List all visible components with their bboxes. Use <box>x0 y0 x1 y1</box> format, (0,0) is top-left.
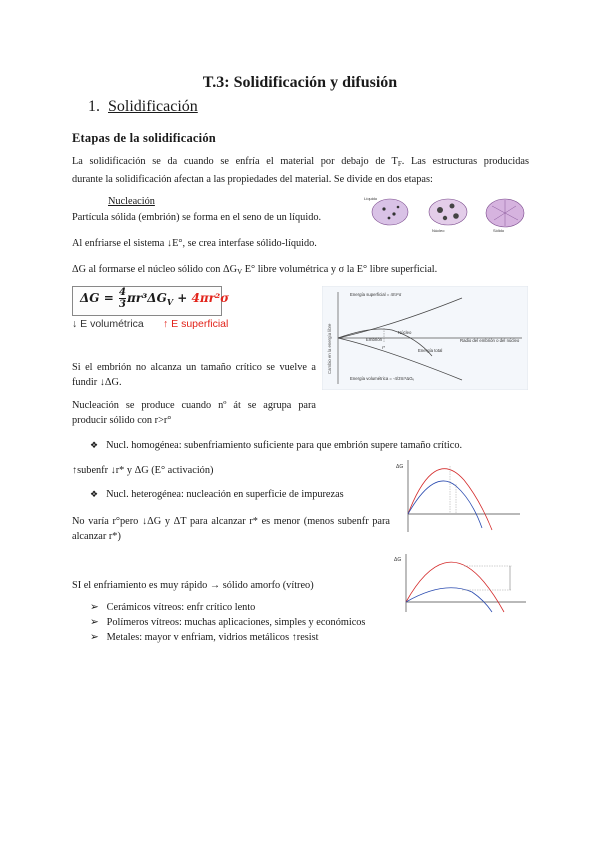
arrow-bullet-icon: ➢ <box>90 617 99 628</box>
formula-label-superficial: ↑ E superficial <box>163 318 229 330</box>
formula-term-volume: πr³ΔG <box>126 291 167 305</box>
paragraph-nucleacion <box>72 398 316 428</box>
energy-label-surface: Energía superficial = 4πr²σ <box>350 292 402 297</box>
solid-blob <box>486 199 524 227</box>
formula-term-surface: 4πr²σ <box>191 291 230 305</box>
formula-plus: + <box>173 291 192 305</box>
homogenea-text: Nucl. homogénea: subenfriamiento suficiente para que embrión supere tamaño crítico. <box>106 440 463 451</box>
fraction-numerator: 4 <box>118 287 126 298</box>
paragraph-novaria <box>72 514 390 544</box>
dg-plot-1 <box>394 456 524 536</box>
critico-line-1: Si el embrión no alcanza un tamaño crítico se vuelve a <box>72 362 316 373</box>
bullet-heterogenea <box>90 489 344 500</box>
liquid-blob <box>372 199 408 225</box>
fig-label-liquido: Líquido <box>364 196 378 201</box>
energy-radius-figure <box>322 286 528 390</box>
formula-term-sub: V <box>166 297 174 307</box>
dg-text-a: ΔG al formarse el núcleo sólido con ΔG <box>72 264 238 275</box>
nucl-line-2: producir sólido con r>r° <box>72 415 172 426</box>
section-heading <box>88 98 198 116</box>
arrow-bullet-icon: ➢ <box>90 632 99 643</box>
paragraph-critico <box>72 360 316 390</box>
intro-text-end: . Las estructuras producidas <box>401 156 529 167</box>
page-title: T.3: Solidificación y difusión <box>202 74 398 91</box>
fig-label-solido: Sólido <box>493 228 505 233</box>
list-item <box>90 615 365 630</box>
intro-text: La solidificación se da cuando se enfría el material por debajo de T <box>72 156 398 167</box>
nucl-line-1: Nucleación se produce cuando nº át se agrupa para <box>72 400 316 411</box>
dg-subscript: V <box>237 268 243 276</box>
paragraph-enfriarse: Al enfriarse el sistema ↓E°, se crea interfase sólido-líquido. <box>72 238 317 249</box>
dg2-curve-blue <box>406 588 492 612</box>
nucleation-figure <box>360 192 530 234</box>
paragraph-embrion: Partícula sólida (embrión) se forma en el seno de un líquido. <box>72 212 322 223</box>
dg2-curve-red <box>406 562 504 612</box>
formula <box>80 287 229 310</box>
dg2-ylabel: ΔG <box>394 557 402 563</box>
list-item-text: Polímeros vítreos: muchas aplicaciones, simples y económicos <box>106 617 366 628</box>
energy-label-total: Energía total <box>418 348 443 353</box>
nucleacion-heading: Nucleación <box>108 196 155 207</box>
nucleus-blob <box>429 199 467 225</box>
list-item <box>90 600 365 615</box>
amorfo-list <box>90 600 365 645</box>
list-item <box>90 630 365 645</box>
section-label: Solidificación <box>108 98 198 115</box>
dg-curve-blue <box>408 481 482 528</box>
subsection-heading: Etapas de la solidificación <box>72 131 216 145</box>
heterogenea-text: Nucl. heterogénea: nucleación en superficie de impurezas <box>106 489 344 500</box>
paragraph-subenfr: ↑subenfr ↓r* y ΔG (E° activación) <box>72 465 214 476</box>
dg1-ylabel: ΔG <box>396 464 404 470</box>
energy-label-nucleo: Núcleo <box>398 330 412 335</box>
energy-ylabel: Cambio en la energía libre <box>327 323 332 374</box>
energy-label-volum: Energía volumétrica = -4/3πr³ΔGᵥ <box>350 376 414 381</box>
bullet-homogenea <box>90 440 462 451</box>
formula-label-volumetrica: ↓ E volumétrica <box>72 318 144 330</box>
intro-subscript: F <box>397 160 402 168</box>
fraction-denominator: 3 <box>118 299 126 310</box>
paragraph-rapido: SI el enfriamiento es muy rápido → sólido amorfo (vítreo) <box>72 580 314 591</box>
paragraph-delta-g <box>72 262 437 280</box>
novaria-line-1: No varía r°pero ↓ΔG y ΔT para alcanzar r* es menor (menos subenfr para <box>72 516 390 527</box>
diamond-bullet-icon: ❖ <box>90 440 99 450</box>
dg-text-b: E° libre volumétrica y σ la E° libre superficial. <box>242 264 438 275</box>
critico-line-2: fundir ↓ΔG. <box>72 377 122 388</box>
list-item-text: Metales: mayor v enfriam, vidrios metálicos ↑resist <box>106 632 319 643</box>
novaria-line-2: alcanzar r*) <box>72 531 121 542</box>
section-number: 1. <box>88 98 100 115</box>
arrow-bullet-icon: ➢ <box>90 602 99 613</box>
fig-label-nucleo: Núcleo <box>432 228 445 233</box>
energy-label-radio: Radio del embrión o del núcleo <box>460 338 520 343</box>
dg-plot-2 <box>394 552 530 614</box>
diamond-bullet-icon: ❖ <box>90 489 99 499</box>
formula-lhs: ΔG = <box>80 291 118 305</box>
energy-label-rstar: r* <box>382 345 386 350</box>
intro-text-2: durante la solidificación afectan a las propiedades del material. Se divide en dos etapas: <box>72 174 433 185</box>
list-item-text: Cerámicos vítreos: enfr crítico lento <box>106 602 256 613</box>
formula-fraction <box>119 287 126 310</box>
energy-label-embrion: Embrión <box>366 337 383 342</box>
intro-paragraph <box>72 154 529 187</box>
